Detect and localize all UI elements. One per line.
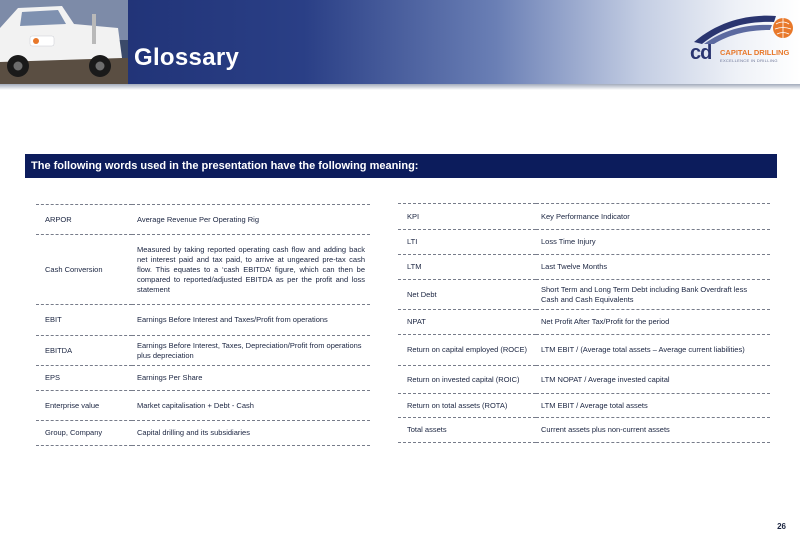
glossary-term: Group, Company [36, 421, 132, 446]
truck-photo [0, 0, 128, 84]
glossary-definition: Average Revenue Per Operating Rig [132, 205, 370, 235]
glossary-term: EBIT [36, 305, 132, 336]
glossary-term: Return on total assets (ROTA) [398, 394, 536, 418]
glossary-term: EPS [36, 366, 132, 391]
glossary-definition: Earnings Before Interest, Taxes, Depreciation/Profit from operations plus depreciation [132, 336, 370, 366]
table-row [36, 205, 370, 235]
glossary-definition: Last Twelve Months [536, 255, 770, 280]
glossary-definition: Loss Time Injury [536, 230, 770, 255]
glossary-term: Return on capital employed (ROCE) [398, 335, 536, 366]
page-title: Glossary [134, 44, 240, 71]
glossary-term: ARPOR [36, 205, 132, 235]
table-row [36, 366, 370, 391]
table-row [36, 235, 370, 305]
table-row [398, 418, 770, 443]
glossary-definition: LTM EBIT / Average total assets [536, 394, 770, 418]
header-shadow [0, 84, 800, 90]
glossary-table-right [398, 203, 770, 443]
glossary-definition: Key Performance Indicator [536, 204, 770, 230]
table-row [36, 391, 370, 421]
glossary-definition: Capital drilling and its subsidiaries [132, 421, 370, 446]
glossary-term: Return on invested capital (ROIC) [398, 366, 536, 394]
glossary-definition: Measured by taking reported operating cash flow and adding back net interest paid and tax paid, to arrive at ungeared pre-tax cash flow. This equates to a ‘cash EBITDA’ figure, which can then be compared to reported/adjusted EBITDA as per the profit and loss statement [132, 235, 370, 305]
glossary-definition: Earnings Before Interest and Taxes/Profit from operations [132, 305, 370, 336]
glossary-term: Total assets [398, 418, 536, 443]
glossary-definition: Current assets plus non-current assets [536, 418, 770, 443]
glossary-term: EBITDA [36, 336, 132, 366]
logo-swoosh-icon [690, 14, 795, 44]
page-number: 26 [777, 522, 786, 531]
glossary-definition: LTM EBIT / (Average total assets – Average current liabilities) [536, 335, 770, 366]
table-row [398, 280, 770, 310]
table-row [398, 394, 770, 418]
glossary-term: Enterprise value [36, 391, 132, 421]
table-row [398, 366, 770, 394]
glossary-definition: LTM NOPAT / Average invested capital [536, 366, 770, 394]
table-row [36, 305, 370, 336]
section-banner: The following words used in the presentation have the following meaning: [25, 154, 777, 178]
glossary-definition: Market capitalisation + Debt - Cash [132, 391, 370, 421]
table-row [398, 230, 770, 255]
table-row [36, 336, 370, 366]
table-row [398, 204, 770, 230]
glossary-definition: Earnings Per Share [132, 366, 370, 391]
glossary-term: Cash Conversion [36, 235, 132, 305]
table-row [398, 310, 770, 335]
table-row [36, 421, 370, 446]
logo-name: CAPITAL DRILLING [720, 48, 790, 57]
glossary-definition: Net Profit After Tax/Profit for the period [536, 310, 770, 335]
glossary-term: NPAT [398, 310, 536, 335]
logo-mark: cd [690, 42, 712, 64]
glossary-table-left [36, 204, 370, 446]
logo-tagline: EXCELLENCE IN DRILLING [720, 58, 778, 63]
glossary-term: LTI [398, 230, 536, 255]
company-logo [690, 14, 795, 72]
table-row [398, 255, 770, 280]
glossary-term: KPI [398, 204, 536, 230]
table-row [398, 335, 770, 366]
glossary-definition: Short Term and Long Term Debt including Bank Overdraft less Cash and Cash Equivalents [536, 280, 770, 310]
glossary-term: Net Debt [398, 280, 536, 310]
glossary-term: LTM [398, 255, 536, 280]
